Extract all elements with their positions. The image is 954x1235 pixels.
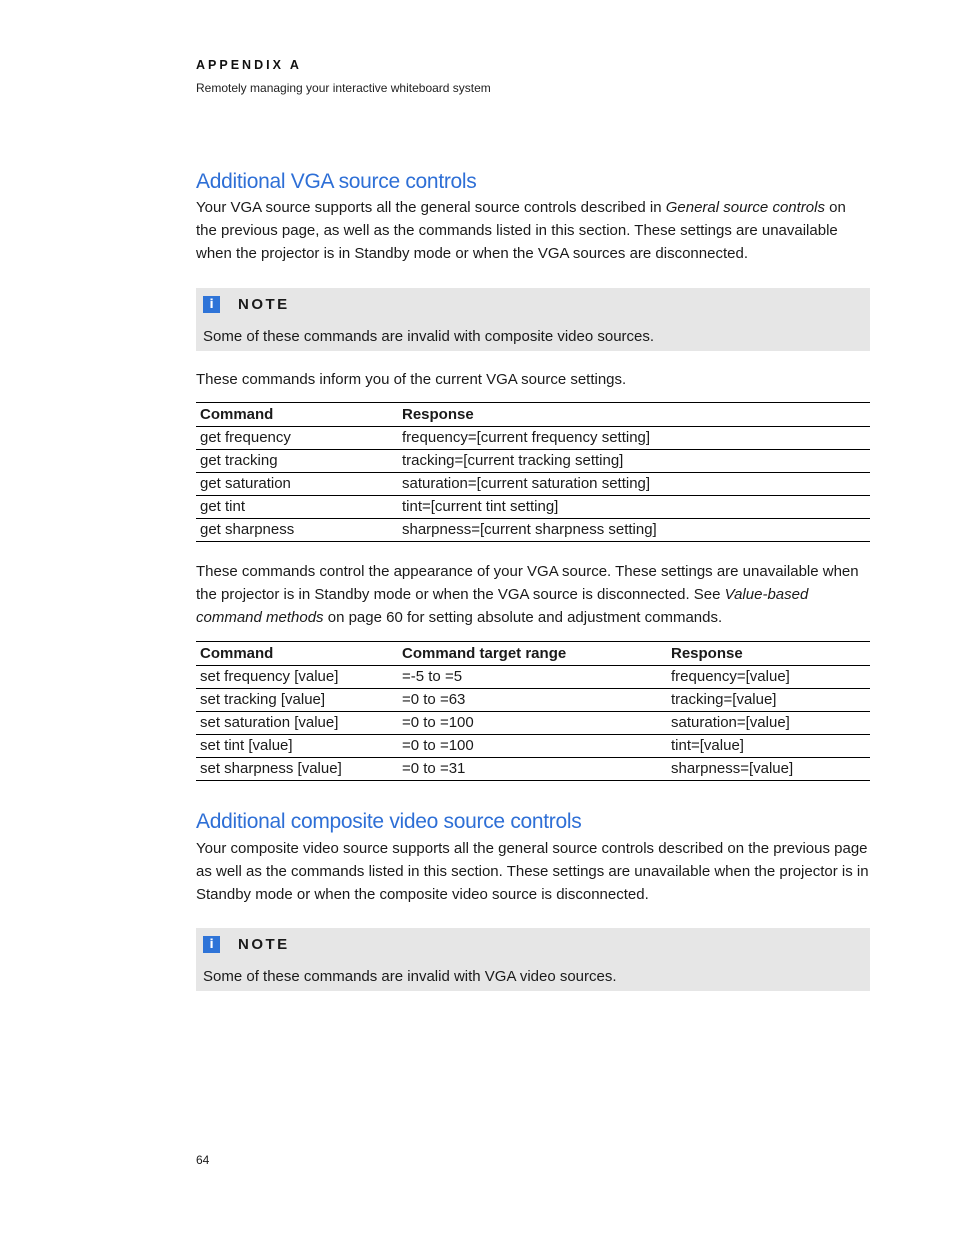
table-cell: tracking=[current tracking setting] <box>398 450 870 473</box>
table-cell: set frequency [value] <box>196 666 398 689</box>
table-cell: =0 to =100 <box>398 712 667 735</box>
table-cell: get sharpness <box>196 519 398 542</box>
vga-intro-paragraph <box>196 196 870 265</box>
vga-intro <box>196 196 870 265</box>
composite-intro-paragraph: Your composite video source supports all the general source controls described on the previous page as well as the commands listed in this section. These settings are unavailable when the projector is in Standby mode or when the composite video source is disconnected. <box>196 840 869 903</box>
table2-intro-text-1: These commands control the appearance of your VGA source. These settings are unavailable when the projector is in Standby mode or when the VGA source is disconnected. See <box>196 563 859 603</box>
table-cell: get saturation <box>196 473 398 496</box>
vga-heading: Additional VGA source controls <box>196 170 477 193</box>
table-row <box>196 712 870 735</box>
table-cell: tracking=[value] <box>667 689 870 712</box>
table2-intro-text-2: on page 60 for setting absolute and adjustment commands. <box>323 609 723 626</box>
vga-note-box <box>196 288 870 351</box>
composite-heading: Additional composite video source controls <box>196 810 582 833</box>
vga-intro-text-1: Your VGA source supports all the general source controls described in <box>196 199 666 216</box>
column-header: Response <box>398 403 870 427</box>
table-row <box>196 666 870 689</box>
table-cell: saturation=[value] <box>667 712 870 735</box>
composite-intro <box>196 837 870 906</box>
table-cell: frequency=[value] <box>667 666 870 689</box>
table-cell: saturation=[current saturation setting] <box>398 473 870 496</box>
info-icon: i <box>203 936 220 953</box>
table-row <box>196 689 870 712</box>
table-cell: set saturation [value] <box>196 712 398 735</box>
table-row <box>196 758 870 781</box>
column-header: Command <box>196 642 398 666</box>
table-cell: get tint <box>196 496 398 519</box>
table-cell: =0 to =63 <box>398 689 667 712</box>
table-header-row <box>196 403 870 427</box>
table-cell: set tint [value] <box>196 735 398 758</box>
note-title: NOTE <box>238 295 290 313</box>
column-header: Command <box>196 403 398 427</box>
table1-intro-text: These commands inform you of the current VGA source settings. <box>196 371 627 388</box>
table-cell: =0 to =100 <box>398 735 667 758</box>
note-text: Some of these commands are invalid with VGA video sources. <box>203 968 617 985</box>
table-cell: =0 to =31 <box>398 758 667 781</box>
table-cell: get tracking <box>196 450 398 473</box>
table-row <box>196 473 870 496</box>
page-number: 64 <box>196 1153 210 1167</box>
note-text: Some of these commands are invalid with composite video sources. <box>203 328 655 345</box>
table2-intro <box>196 560 870 629</box>
table-cell: sharpness=[value] <box>667 758 870 781</box>
vga-section <box>196 170 870 194</box>
table2-intro-paragraph <box>196 560 870 629</box>
table-cell: tint=[current tint setting] <box>398 496 870 519</box>
table-cell: set tracking [value] <box>196 689 398 712</box>
composite-section <box>196 810 870 834</box>
table-row <box>196 427 870 450</box>
vga-intro-text-2: on the previous page, as well as the commands listed in this section. These settings are unavailable when the projector is in Standby mode or when the VGA sources are disconnected. <box>196 199 846 262</box>
running-header: Remotely managing your interactive whiteboard system <box>196 81 491 95</box>
column-header: Response <box>667 642 870 666</box>
composite-note-box <box>196 928 870 991</box>
vga-intro-link-general-source-controls: General source controls <box>665 199 825 216</box>
appendix-label: APPENDIX A <box>196 58 302 72</box>
column-header: Command target range <box>398 642 667 666</box>
table-row <box>196 496 870 519</box>
set-commands-table-wrap <box>196 641 870 781</box>
table1-intro <box>196 368 870 391</box>
get-commands-table <box>196 402 870 542</box>
table-cell: sharpness=[current sharpness setting] <box>398 519 870 542</box>
info-icon: i <box>203 296 220 313</box>
table-header-row <box>196 642 870 666</box>
table2-intro-link-value-based: Value-based command methods <box>196 586 809 626</box>
note-title: NOTE <box>238 935 290 953</box>
table-cell: frequency=[current frequency setting] <box>398 427 870 450</box>
table-row <box>196 450 870 473</box>
set-commands-table <box>196 641 870 781</box>
table-cell: set sharpness [value] <box>196 758 398 781</box>
table-row <box>196 519 870 542</box>
table-cell: =-5 to =5 <box>398 666 667 689</box>
get-commands-table-wrap <box>196 402 870 542</box>
table-row <box>196 735 870 758</box>
table-cell: tint=[value] <box>667 735 870 758</box>
table-cell: get frequency <box>196 427 398 450</box>
